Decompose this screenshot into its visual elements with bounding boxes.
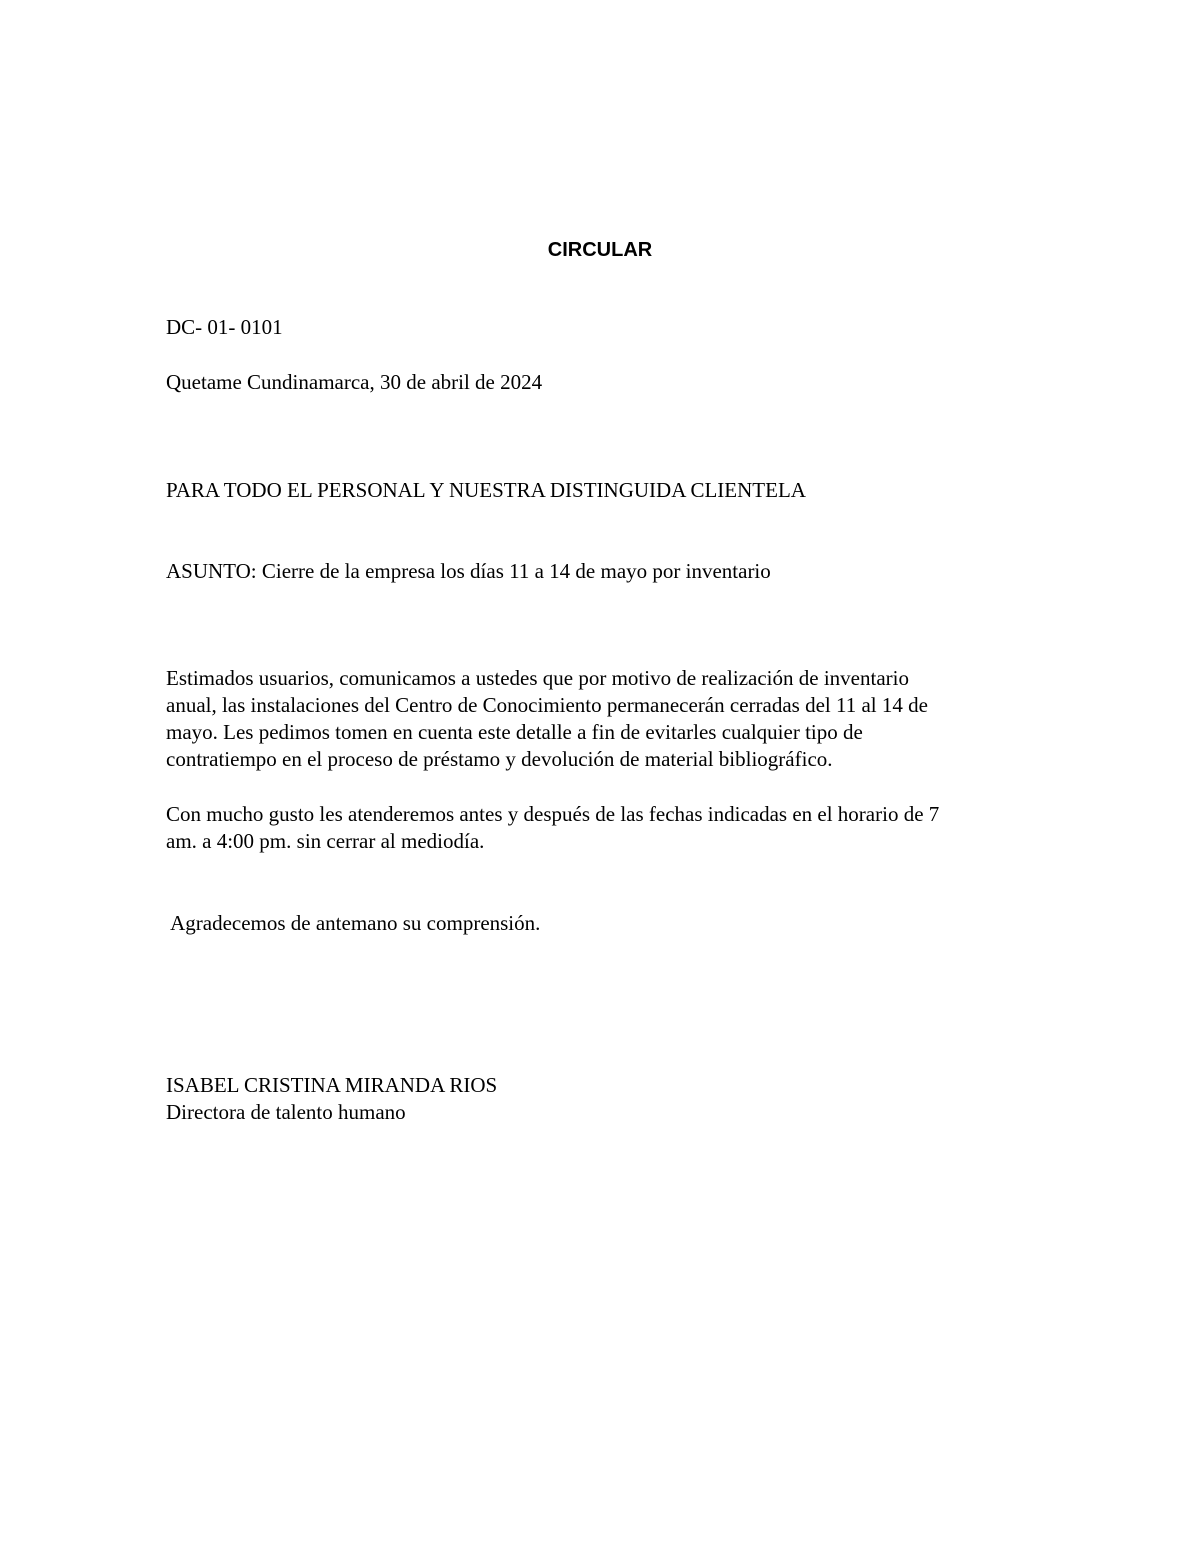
closing-line: Agradecemos de antemano su comprensión. <box>166 911 541 935</box>
body-paragraph-2 <box>166 801 1046 855</box>
document-code: DC- 01- 0101 <box>166 315 283 339</box>
body-paragraph-1-line: mayo. Les pedimos tomen en cuenta este detalle a fin de evitarles cualquier tipo de <box>166 720 863 744</box>
signer-name: ISABEL CRISTINA MIRANDA RIOS <box>166 1073 498 1097</box>
body-paragraph-2-line: Con mucho gusto les atenderemos antes y después de las fechas indicadas en el horario de 7 <box>166 802 940 826</box>
document-title: CIRCULAR <box>547 239 653 261</box>
body-paragraph-1 <box>166 665 1046 773</box>
recipients-line: PARA TODO EL PERSONAL Y NUESTRA DISTINGUIDA CLIENTELA <box>166 478 806 502</box>
body-paragraph-1-line: anual, las instalaciones del Centro de Conocimiento permanecerán cerradas del 11 al 14 de <box>166 693 928 717</box>
body-paragraph-1-line: Estimados usuarios, comunicamos a ustedes que por motivo de realización de inventario <box>166 666 909 690</box>
signer-title: Directora de talento humano <box>166 1100 406 1124</box>
place-date: Quetame Cundinamarca, 30 de abril de 2024 <box>166 370 543 394</box>
body-paragraph-1-line: contratiempo en el proceso de préstamo y devolución de material bibliográfico. <box>166 747 833 771</box>
subject-line: ASUNTO: Cierre de la empresa los días 11 a 14 de mayo por inventario <box>166 559 771 583</box>
body-paragraph-2-line: am. a 4:00 pm. sin cerrar al mediodía. <box>166 829 485 853</box>
